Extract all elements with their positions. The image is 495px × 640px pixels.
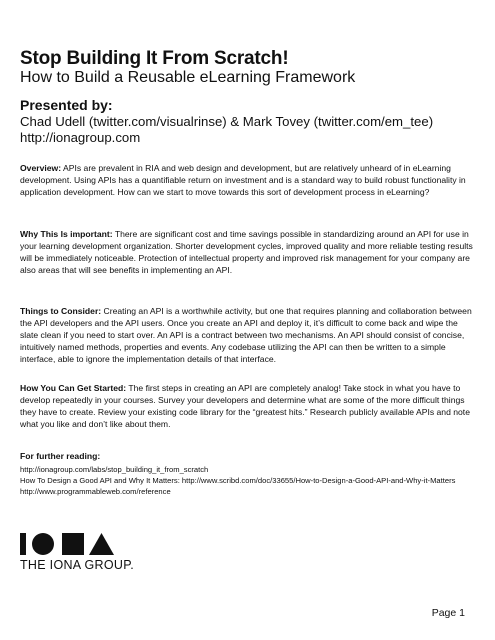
logo-wordmark: THE IONA GROUP. [20,558,135,572]
reading-link[interactable]: How To Design a Good API and Why It Matters: http://www.scribd.com/doc/33655/How-to-Design-a-Good-API-and-Why-it-Matters [20,476,456,486]
started-heading: How You Can Get Started: [20,383,127,393]
why-paragraph [20,228,475,276]
consider-paragraph [20,305,475,365]
reading-link[interactable]: http://ionagroup.com/labs/stop_building_it_from_scratch [20,465,209,474]
overview-paragraph [20,162,475,198]
presented-by-heading: Presented by: [20,97,113,113]
logo-square-shape [62,533,84,555]
logo-circle-shape [32,533,54,555]
page-number: Page 1 [431,607,465,619]
page-subtitle: How to Build a Reusable eLearning Framework [20,69,356,86]
page-title: Stop Building It From Scratch! [20,48,289,69]
iona-logo-icon [20,532,116,556]
further-reading-links [20,464,475,498]
started-text: The first steps in creating an API are completely analog! Take stock in what you have to develop repeatedly in your courses. Survey your developers and determine what are some of the more difficult things they have to create. Review your existing code library for the “greatest hits.” Research publicly available APIs and note what you like and don’t like about them. [20,383,470,430]
logo-bar-shape [20,533,26,555]
overview-heading: Overview: [20,163,62,173]
presenters-url: http://ionagroup.com [20,130,141,145]
overview-text: APIs are prevalent in RIA and web design and development, but are relatively unheard of in eLearning development. Using APIs has a quantifiable return on investment and is a standard way to build robust functionality in application development. How can we start to move towards this sort of development process in eLearning? [20,163,466,198]
consider-text: Creating an API is a worthwhile activity, but one that requires planning and collaboration between the API developers and the API users. Once you create an API and deploy it, it’s difficult to come back and wipe the slate clean if you need to start over. An API is a contract between two mechanisms. An API should consist of concise, intuitively named methods, properties and events. Any codebase utilizing the API can then be written to a simple interface, able to ignore the implementation details of that interface. [20,306,472,365]
reading-link[interactable]: http://www.programmableweb.com/reference [20,487,171,497]
started-paragraph [20,382,475,430]
presenters-names: Chad Udell (twitter.com/visualrinse) & Mark Tovey (twitter.com/em_tee) [20,114,434,129]
presenters-block [20,114,480,146]
consider-heading: Things to Consider: [20,306,102,316]
logo-triangle-shape [89,533,114,555]
why-heading: Why This Is important: [20,229,113,239]
why-text: There are significant cost and time savings possible in standardizing around an API for use in your learning development organization. Shorter development cycles, improved quality and more reliable testing results will be immediately noticeable. Protection of intellectual property and improved risk management for your company are also areas that will see benefits in implementing an API. [20,229,473,276]
further-reading-heading: For further reading: [20,451,101,461]
